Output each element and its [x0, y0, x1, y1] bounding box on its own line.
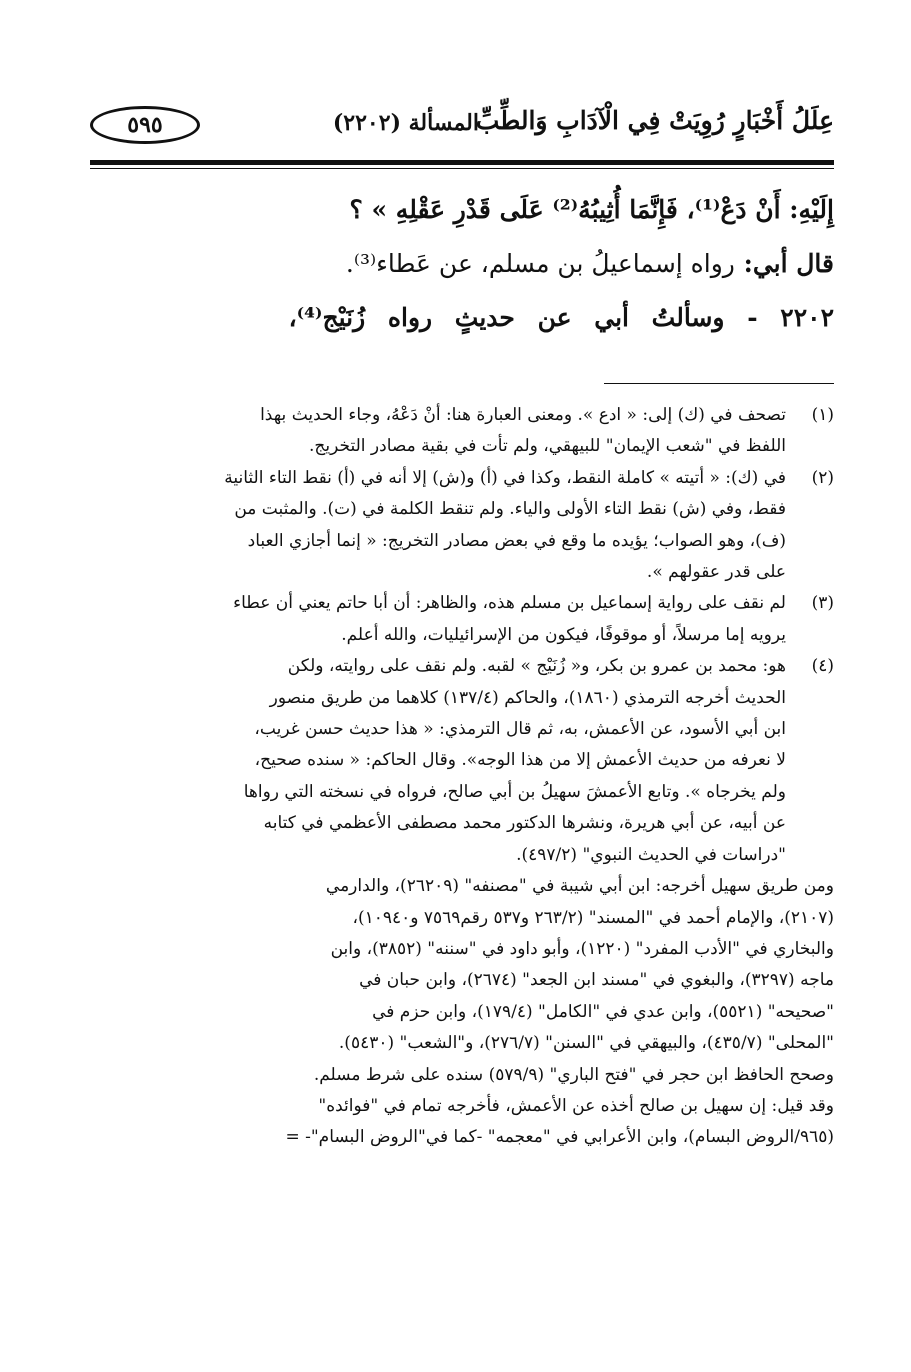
footnote-line: على قدر عقولهم ». [646, 562, 786, 583]
footnote-separator [604, 383, 834, 384]
continuation-line: "صحيحه" (٥٥٢١)، وابن عدي في "الكامل" (١٧٩/٤)، وابن حزم في [372, 1001, 834, 1022]
footnote [90, 651, 834, 871]
header-rule-thick [90, 160, 834, 165]
footnote [90, 400, 834, 463]
footnote-line: تصحف في (ك) إلى: « ادع ». ومعنى العبارة هنا: أنْ دَعْهُ، وجاء الحديث بهذا [260, 405, 786, 425]
footnote-line: عن أبيه، عن أبي هريرة، ونشرها الدكتور محمد مصطفى الأعظمي في كتابه [263, 813, 786, 834]
main-text [90, 183, 834, 345]
book-page [90, 96, 834, 1154]
footnote-line: ولم يخرجاه ». وتابع الأعمشَ سهيلُ بن أبي صالح، فرواه في نسخته التي رواها [243, 781, 786, 802]
footnote-line: فقط، وفي (ش) نقط التاء الأولى والياء. ولم تنقط الكلمة في (ت). والمثبت من [234, 499, 786, 520]
footnote [90, 588, 834, 651]
footnote-line: هو: محمد بن عمرو بن بكر، و« زُنَيْج » لقبه. ولم نقف على روايته، ولكن [287, 656, 786, 677]
footnote-line: (ف)، وهو الصواب؛ يؤيده ما وقع في بعض مصادر التخريج: « إنما أجازي العباد [247, 530, 786, 551]
footnote-continuation [90, 871, 834, 1154]
footnote-line: ابن أبي الأسود، عن الأعمش، به، ثم قال الترمذي: « هذا حديث حسن غريب، [254, 719, 786, 740]
continuation-line: "المحلى" (٤٣٥/٧)، والبيهقي في "السنن" (٢٧٦/٧)، و"الشعب" (٥٤٣٠). [338, 1033, 834, 1054]
page-number-badge: ٥٩٥ [90, 106, 200, 144]
footnote [90, 463, 834, 589]
footnote-line: يرويه إما مرسلاً، أو موقوفًا، فيكون من الإسرائيليات، والله أعلم. [341, 624, 786, 645]
running-header [90, 96, 834, 158]
footnote-number: (٢) [811, 467, 834, 488]
footnote-line: اللفظ في "شعب الإيمان" للبيهقي، ولم تأت في بقية مصادر التخريج. [309, 436, 786, 457]
continuation-line: (٩٦٥/الروض البسام)، وابن الأعرابي في "معجمه" -كما في"الروض البسام"- = [285, 1127, 834, 1148]
main-line-2 [90, 237, 834, 291]
issue-number: المسألة (٢٢٠٢) [332, 110, 479, 136]
footnotes [90, 400, 834, 1154]
footnote-line: لم نقف على رواية إسماعيل بن مسلم هذه، والظاهر: أن أبا حاتم يعني أن عطاء [233, 593, 786, 614]
speaker-text: رواه إسماعيلُ بن مسلم، عن عَطاء⁽³⁾. [345, 249, 735, 278]
footnote-number: (١) [811, 405, 834, 425]
footnote-line: الحديث أخرجه الترمذي (١٨٦٠)، والحاكم (١٣٧/٤) كلاهما من طريق منصور [269, 687, 786, 708]
continuation-line: ومن طريق سهيل أخرجه: ابن أبي شيبة في "مصنفه" (٢٦٢٠٩)، والدارمي [325, 876, 834, 897]
header-rule-thin [90, 168, 834, 169]
footnote-line: "دراسات في الحديث النبوي" (٤٩٧/٢). [516, 844, 786, 865]
continuation-line: وقد قيل: إن سهيل بن صالح أخذه عن الأعمش، فأخرجه تمام في "فوائده" [318, 1095, 834, 1116]
footnote-number: (٤) [811, 656, 834, 677]
main-line-1: إِلَيْهِ: أَنْ دَعْ⁽¹⁾، فَإِنَّمَا أُثِيبُهُ⁽²⁾ عَلَى قَدْرِ عَقْلِهِ » ؟ [349, 195, 834, 224]
speaker-label: قال أبي: [743, 249, 834, 278]
footnote-number: (٣) [811, 593, 834, 614]
continuation-line: والبخاري في "الأدب المفرد" (١٢٢٠)، وأبو داود في "سننه" (٣٨٥٢)، وابن [330, 938, 834, 959]
book-title: عِلَلُ أَخْبَارٍ رُوِيَتْ فِي الْآدَابِ وَالطِّبِّ [475, 106, 834, 135]
footnote-line: لا نعرفه من حديث الأعمش إلا من هذا الوجه». وقال الحاكم: « سنده صحيح، [254, 750, 786, 771]
footnote-line: في (ك): « أتيته » كاملة النقط، وكذا في (أ) و(ش) إلا أنه في (أ) نقط التاء الثانية [224, 467, 786, 488]
continuation-line: وصحح الحافظ ابن حجر في "فتح الباري" (٥٧٩/٩) سنده على شرط مسلم. [313, 1064, 834, 1085]
continuation-line: ماجه (٣٢٩٧)، والبغوي في "مسند ابن الجعد" (٢٦٧٤)، وابن حبان في [359, 970, 834, 991]
main-line-3: ٢٢٠٢ - وسألتُ أبي عن حديثٍ رواه زُنَيْج⁽⁴⁾، [288, 303, 834, 332]
continuation-line: (٢١٠٧)، والإمام أحمد في "المسند" (٢٦٣/٢ و٥٣٧ رقم٧٥٦٩ و١٠٩٤٠)، [352, 907, 834, 928]
